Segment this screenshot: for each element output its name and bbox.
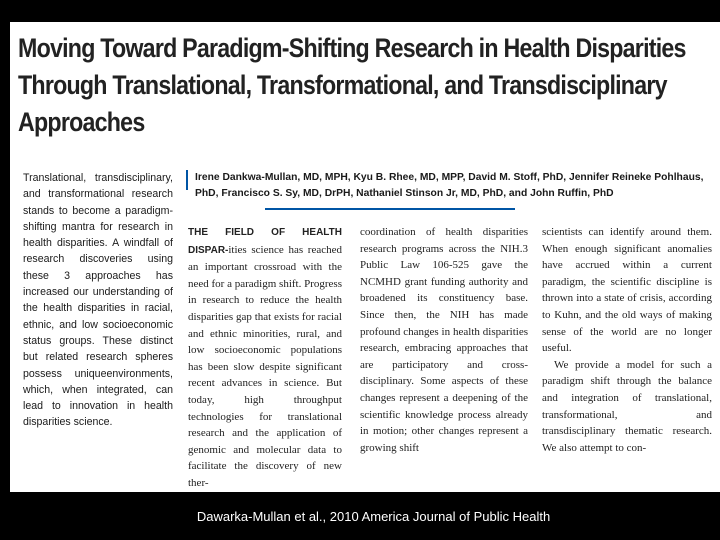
- column-2-text: coordination of health disparities research programs across the NIH.3 Public Law 106-525 gave the NCMHD grant funding authority and broadened its constituency base. Since then, the NIH has made profound changes in health disparities research, embracing approaches that are participatory and cross-disciplinary. Some aspects of these changes represent a deepening of the scientific knowledge process already in motion; other changes represent a growing shift: [360, 226, 528, 454]
- section-lead-in: THE FIELD OF HEALTH DISPAR-: [188, 227, 342, 256]
- authors-accent-rule: [186, 170, 188, 190]
- top-black-bar: [0, 0, 720, 22]
- column-3-text: scientists can identify around them. When enough significant anomalies have accrued within a current paradigm, the scientific discipline is thrown into a state of crisis, according to Kuhn, and the old ways of making sense of the world are no longer useful.: [542, 226, 712, 355]
- article-page: [10, 22, 720, 492]
- section-divider-rule: [265, 208, 515, 210]
- abstract: Translational, transdisciplinary, and transformational research stands to become a paradigm-shifting mantra for research in health disparities. A windfall of research discoveries using these 3 approaches has increased our understanding of the health disparities in racial, ethnic, and low socioeconomic status groups. These distinct but related research spheres possess uniqueenvironments, which, when integrated, can lead to innovation in health disparities science.: [23, 172, 173, 429]
- body-column-1: [188, 224, 342, 492]
- author-list: Irene Dankwa-Mullan, MD, MPH, Kyu B. Rhee, MD, MPP, David M. Stoff, PhD, Jennifer Reineke Pohlhaus, PhD, Francisco S. Sy, MD, DrPH, Nathaniel Stinson Jr, MD, PhD, and John Ruffin, PhD: [195, 172, 704, 199]
- citation-caption: Dawarka-Mullan et al., 2010 America Journal of Public Health: [196, 509, 551, 524]
- column-3-paragraph-2: We provide a model for such a paradigm shift through the balance and integration of translational, transformational, and transdisciplinary thematic research. We also attempt to con-: [542, 358, 712, 454]
- body-column-2: [360, 224, 528, 456]
- column-1-text: ities science has reached an important crossroad with the need for a paradigm shift. Progress in research to reduce the health disparities gap that exists for racial and ethnic minorities, rural, and low socioeconomic populations has been slow despite significant recent advances in science. But today, high throughput technologies for translational research and the application of genomic and molecular data to facilitate the discovery of new ther-: [188, 243, 342, 489]
- body-column-3: [542, 224, 712, 456]
- article-title: Moving Toward Paradigm-Shifting Research in Health Disparities Through Translational, Transformational, and Transdisciplinary Approaches: [18, 33, 686, 137]
